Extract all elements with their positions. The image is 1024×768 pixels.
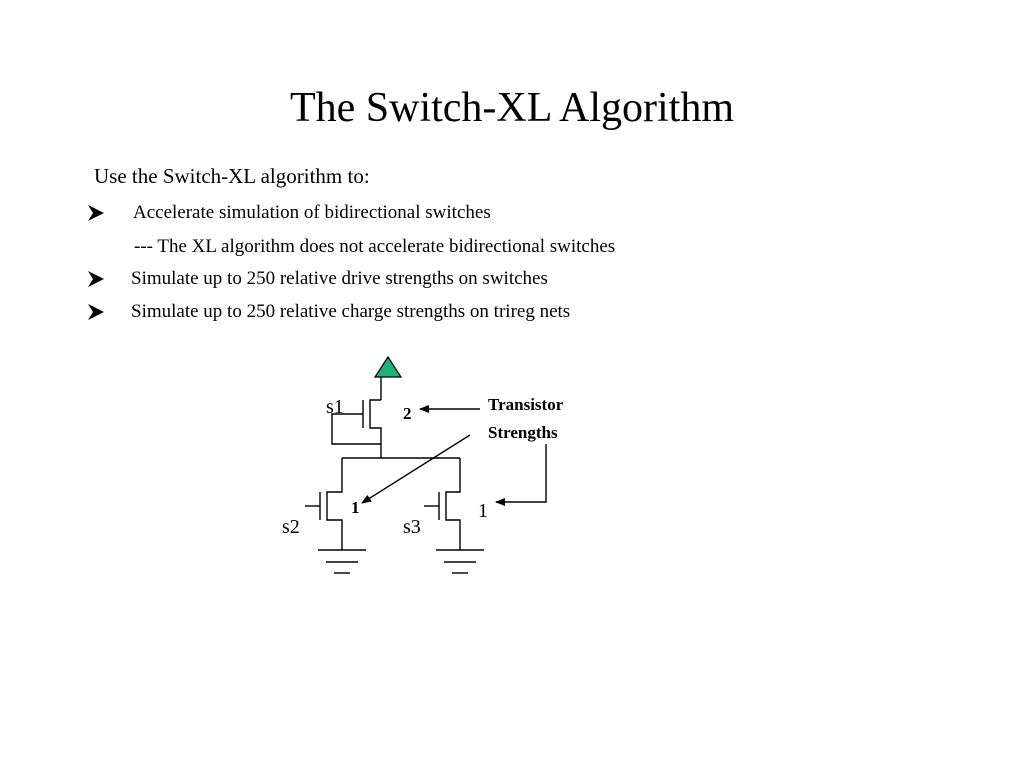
supply-triangle-icon (375, 357, 401, 377)
transistor-label-s3: s3 (403, 516, 421, 538)
annotation-line2: Strengths (488, 423, 558, 442)
transistor-s3 (424, 458, 460, 550)
annotation-line1: Transistor (488, 395, 564, 414)
bullet-text: Simulate up to 250 relative drive strengths on switches (131, 268, 548, 289)
bullet-subnote: --- The XL algorithm does not accelerate bidirectional switches (134, 236, 616, 257)
arrow-to-s2-strength (362, 435, 470, 503)
strength-label-s2: 1 (351, 498, 360, 517)
strength-label-s3: 1 (478, 500, 488, 522)
bullet-text: Accelerate simulation of bidirectional switches (133, 202, 491, 223)
ground-icon (318, 550, 366, 573)
bullet-text: Simulate up to 250 relative charge strengths on trireg nets (131, 301, 571, 322)
arrow-to-s3-strength (496, 444, 546, 502)
transistor-s2 (305, 458, 342, 550)
slide-title: The Switch-XL Algorithm (289, 85, 735, 131)
intro-text: Use the Switch-XL algorithm to: (94, 164, 370, 188)
transistor-label-s2: s2 (282, 516, 300, 538)
transistor-label-s1: s1 (326, 396, 344, 418)
strength-label-s1: 2 (403, 404, 412, 423)
ground-icon (436, 550, 484, 573)
